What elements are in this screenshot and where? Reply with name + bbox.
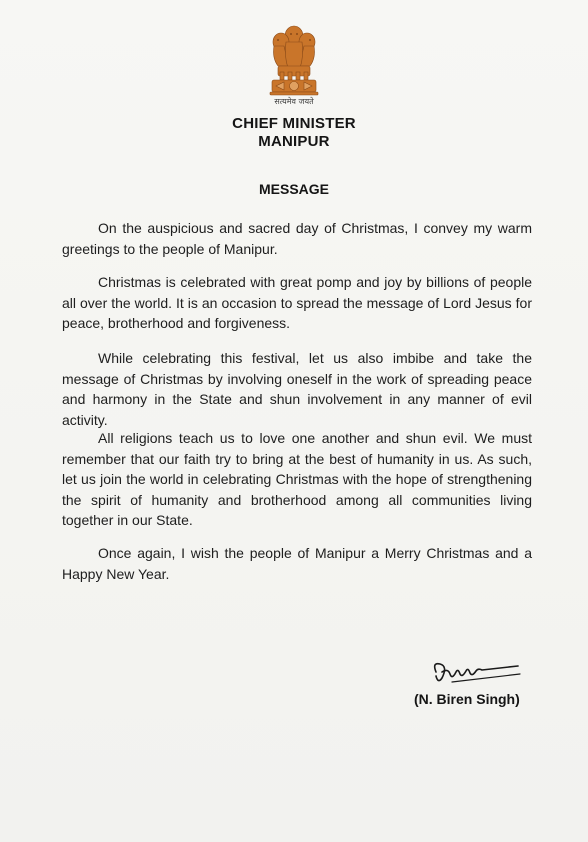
handwritten-signature — [426, 658, 522, 688]
emblem-motto: सत्यमेव जयते — [274, 97, 314, 106]
office-title: CHIEF MINISTER — [232, 115, 356, 132]
message-paragraph-5: Once again, I wish the people of Manipur a Merry Christmas and a Happy New Year. — [62, 545, 532, 582]
state-emblem-icon — [266, 22, 322, 106]
message-heading: MESSAGE — [258, 181, 329, 197]
message-paragraph-3: While celebrating this festival, let us also imbibe and take the message of Christmas by involving oneself in the work of spreading peace and harmony in the State and shun involvement in any manner of evil activity. — [62, 350, 532, 428]
signatory-name: (N. Biren Singh) — [414, 691, 520, 707]
message-paragraph-2: Christmas is celebrated with great pomp and joy by billions of people all over the world. It is an occasion to spread the message of Lord Jesus for peace, brotherhood and forgiveness. — [62, 274, 532, 331]
message-paragraph-1: On the auspicious and sacred day of Christmas, I convey my warm greetings to the people of Manipur. — [62, 220, 532, 257]
message-paragraph-4: All religions teach us to love one another and shun evil. We must remember that our faith try to bring at the best of humanity in us. As such, let us join the world in celebrating Christmas with the hope of strengthening the spirit of humanity and brotherhood among all communities living together in our State. — [62, 430, 532, 528]
office-state: MANIPUR — [258, 133, 330, 150]
